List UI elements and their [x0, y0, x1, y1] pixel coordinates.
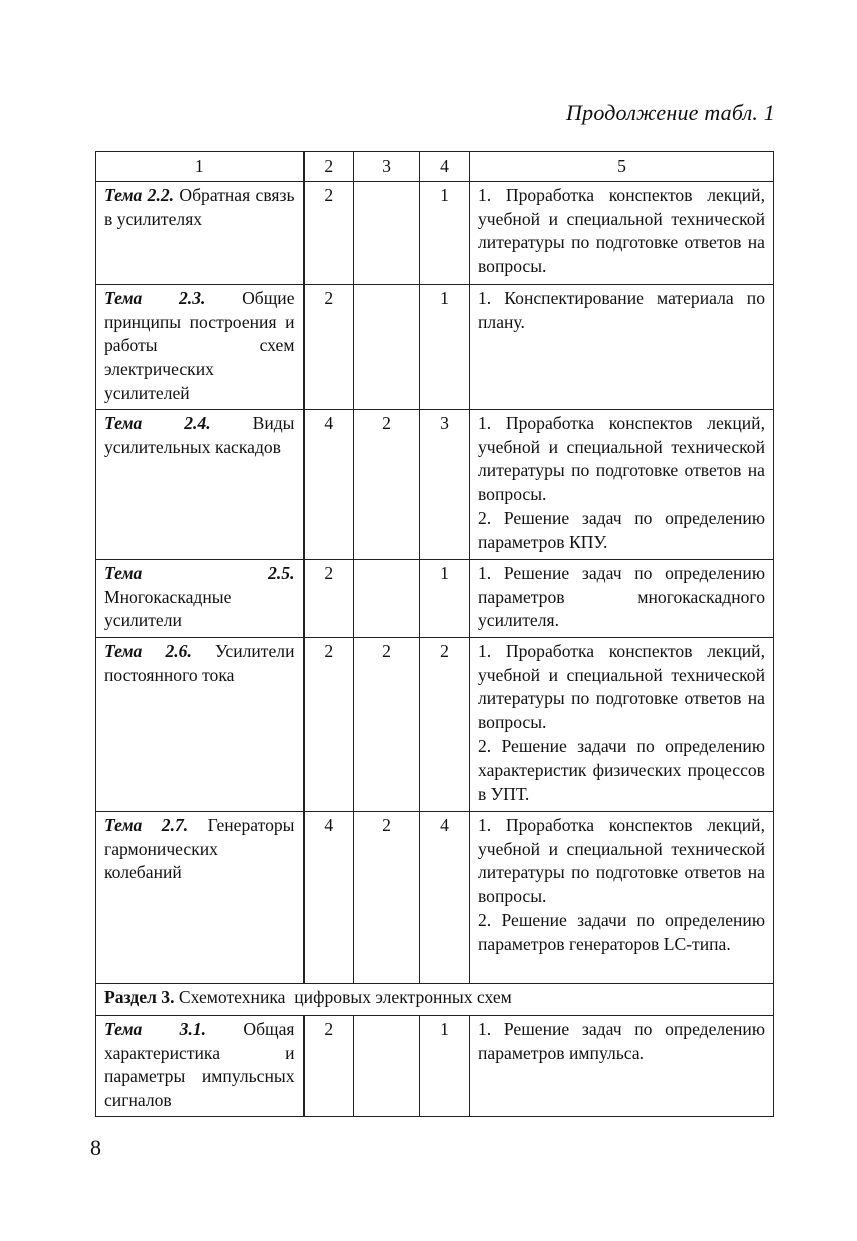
- topic-cell: [96, 284, 304, 409]
- tasks-cell: [470, 1015, 774, 1116]
- table-row: [96, 559, 774, 637]
- tasks-cell: [470, 284, 774, 409]
- task-item: 1. Проработка конспектов лекций, учебной и специальной технической литературы по подготовке ответов на вопросы.: [478, 412, 765, 505]
- page-number: 8: [90, 1135, 101, 1160]
- section-row: [96, 983, 774, 1015]
- column-header-4: 4: [420, 152, 470, 182]
- tasks-cell: [470, 811, 774, 983]
- hours-col-2: 2: [304, 181, 354, 284]
- hours-col-3: 2: [354, 637, 420, 811]
- topic-title: Общая характеристика и параметры импульсных сигналов: [104, 1018, 295, 1111]
- hours-col-3: [354, 559, 420, 637]
- section-title: Схемотехника цифровых электронных схем: [174, 986, 512, 1007]
- hours-col-2: 2: [304, 637, 354, 811]
- topic-cell: [96, 637, 304, 811]
- table-row: [96, 1015, 774, 1116]
- task-item: 1. Проработка конспектов лекций, учебной и специальной технической литературы по подготовке ответов на вопросы.: [478, 640, 765, 733]
- task-item: 1. Решение задач по определению параметров многокаскадного усилителя.: [478, 562, 765, 631]
- column-header-1: 1: [96, 152, 304, 182]
- tasks-cell: [470, 637, 774, 811]
- table-row: [96, 811, 774, 983]
- section-label: Раздел 3.: [104, 986, 175, 1007]
- task-item: 1. Проработка конспектов лекций, учебной и специальной технической литературы по подготовке ответов на вопросы.: [478, 184, 765, 277]
- hours-col-4: 1: [420, 559, 470, 637]
- column-header-3: 3: [354, 152, 420, 182]
- topic-label: Тема 2.2.: [104, 184, 175, 205]
- hours-col-4: 3: [420, 409, 470, 559]
- topic-label: Тема 2.4.: [104, 412, 211, 433]
- topic-label: Тема 2.5.: [104, 562, 295, 583]
- topic-title: Многокаскадные усилители: [104, 586, 232, 631]
- task-item: 1. Проработка конспектов лекций, учебной и специальной технической литературы по подготовке ответов на вопросы.: [478, 814, 765, 907]
- task-item: 2. Решение задачи по определению параметров генераторов LC-типа.: [478, 909, 765, 954]
- hours-col-3: [354, 1015, 420, 1116]
- topic-cell: [96, 1015, 304, 1116]
- task-item: 1. Решение задач по определению параметров импульса.: [478, 1018, 765, 1063]
- topic-title: Виды усилительных каскадов: [104, 412, 295, 457]
- column-header-5: 5: [470, 152, 774, 182]
- hours-col-3: 2: [354, 409, 420, 559]
- hours-col-4: 1: [420, 181, 470, 284]
- topic-cell: [96, 559, 304, 637]
- task-item: 1. Конспектирование материала по плану.: [478, 287, 765, 332]
- tasks-cell: [470, 181, 774, 284]
- topic-label: Тема 3.1.: [104, 1018, 207, 1039]
- table-row: [96, 409, 774, 559]
- hours-col-4: 2: [420, 637, 470, 811]
- table-caption: Продолжение табл. 1: [566, 100, 775, 125]
- section-heading: [96, 983, 774, 1015]
- topic-cell: [96, 409, 304, 559]
- hours-col-2: 2: [304, 1015, 354, 1116]
- hours-col-2: 4: [304, 409, 354, 559]
- hours-col-2: 2: [304, 559, 354, 637]
- study-plan-table: [95, 151, 774, 1117]
- table-row: [96, 181, 774, 284]
- hours-col-3: [354, 284, 420, 409]
- topic-cell: [96, 811, 304, 983]
- topic-label: Тема 2.7.: [104, 814, 189, 835]
- topic-title: Усилители постоянного тока: [104, 640, 295, 685]
- hours-col-3: 2: [354, 811, 420, 983]
- hours-col-3: [354, 181, 420, 284]
- topic-title: Генераторы гармонических колебаний: [104, 814, 295, 883]
- table-header-row: [96, 152, 774, 182]
- task-item: 2. Решение задачи по определению характеристик физических процессов в УПТ.: [478, 735, 765, 804]
- table-row: [96, 637, 774, 811]
- hours-col-2: 2: [304, 284, 354, 409]
- topic-title: Обратная связь в усилителях: [104, 184, 295, 229]
- column-header-2: 2: [304, 152, 354, 182]
- tasks-cell: [470, 409, 774, 559]
- tasks-cell: [470, 559, 774, 637]
- topic-title: Общие принципы построения и работы схем электрических усилителей: [104, 287, 295, 403]
- topic-label: Тема 2.3.: [104, 287, 206, 308]
- hours-col-4: 1: [420, 284, 470, 409]
- hours-col-4: 4: [420, 811, 470, 983]
- hours-col-4: 1: [420, 1015, 470, 1116]
- topic-label: Тема 2.6.: [104, 640, 192, 661]
- topic-cell: [96, 181, 304, 284]
- table-row: [96, 284, 774, 409]
- task-item: 2. Решение задач по определению параметров КПУ.: [478, 507, 765, 552]
- hours-col-2: 4: [304, 811, 354, 983]
